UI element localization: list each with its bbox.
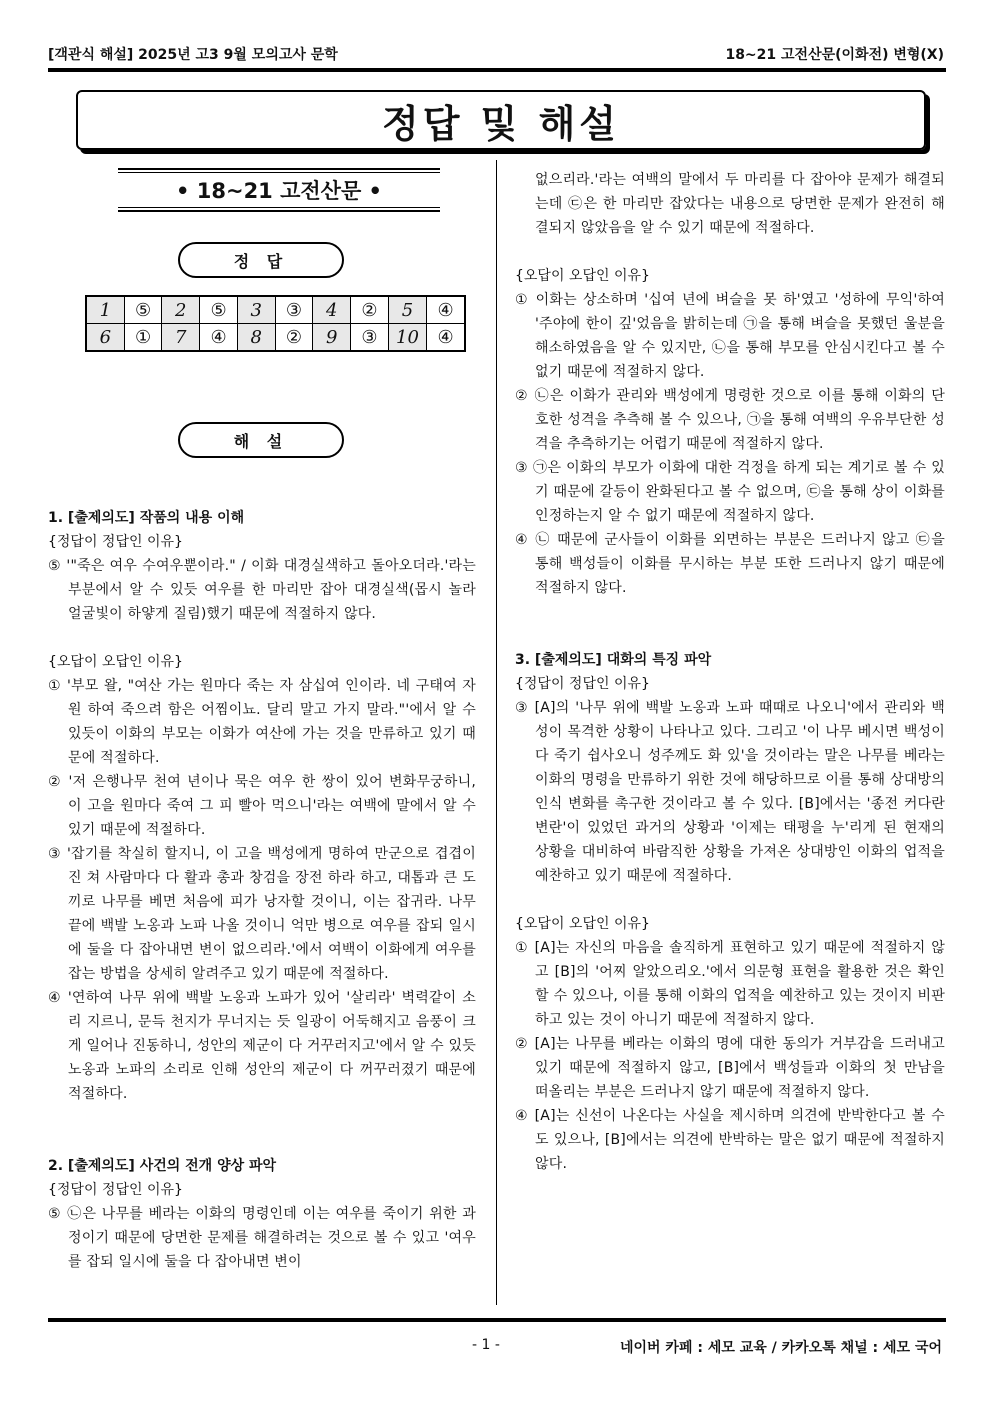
explanation-text: ② [A]는 나무를 베라는 이화의 명에 대한 동의가 거부감을 드러내고 있기 때문에 적절하지 않고, [B]에서 백성들과 이화의 첫 만남을 떠올리는 부분은 드러나지 않기 때문에 적절하지 않다. (515, 1036, 945, 1100)
spacer (48, 1130, 476, 1154)
answer-choice: ④ (427, 296, 465, 324)
explanation-text: ⑤ '"죽은 여우 수여우뿐이라." / 이화 대경실색하고 돌아오더라.'라는 부분에서 알 수 있듯 여우를 한 마리만 잡아 대경실색(몹시 놀라 얼굴빛이 하얗게 질림)했기 때문에 적절하지 않다. (48, 558, 476, 622)
spacer (515, 600, 945, 624)
explanation-text: {오답이 오답인 이유} (48, 654, 183, 670)
spacer (48, 1106, 476, 1130)
answer-table (85, 295, 466, 352)
explanation-text: {오답이 오답인 이유} (515, 268, 650, 284)
question-number: 3 (237, 296, 275, 324)
answer-choice: ③ (275, 296, 313, 324)
footer-rule (48, 1318, 946, 1322)
explanation-text: ② ㉡은 이화가 관리와 백성에게 명령한 것으로 이를 통해 이화의 단호한 성격을 추측해 볼 수 있으나, ㉠을 통해 여백의 우유부단한 성격을 추측하기는 어렵기 때문에 적절하지 않다. (515, 388, 945, 452)
spacer (515, 624, 945, 648)
right-column (515, 168, 945, 1176)
answer-choice: ② (351, 296, 389, 324)
header-rule (48, 68, 946, 72)
header-left: [객관식 해설] 2025년 고3 9월 모의고사 문학 (48, 47, 338, 63)
question-number: 4 (313, 296, 351, 324)
explanation-text: ③ [A]의 '나무 위에 백발 노옹과 노파 때때로 나오니'에서 관리와 백성이 목격한 상황이 나타나고 있다. 그리고 '이 나무 베시면 백성이 다 죽기 쉽사오니 성주께도 화 있'을 것이라는 말은 나무를 베라는 이화의 명령을 만류하기 위한 것에 해당하므로 이를 통해 상대방의 인식 변화를 촉구한 것이라고 볼 수 있다. [B]에서는 '종전 커다란 변란'이 있었던 과거의 상황과 '이제는 태평을 누'리게 된 현재의 상황을 대비하여 바람직한 상황을 가져온 상대방인 이화의 업적을 예찬하고 있기 때문에 적절하다. (515, 700, 945, 884)
answer-choice: ④ (200, 324, 238, 352)
explanation-text: {정답이 정답인 이유} (48, 534, 183, 550)
question-number: 9 (313, 324, 351, 352)
explanation-text: {정답이 정답인 이유} (48, 1182, 183, 1198)
explain-label: 해 설 (178, 422, 344, 458)
question-number: 7 (162, 324, 200, 352)
spacer (515, 888, 945, 912)
explanation-text: ③ '잡기를 착실히 할지니, 이 고을 백성에게 명하여 만군으로 겹겹이 진 쳐 사람마다 다 활과 총과 창검을 장전 하라 하고, 대톱과 큰 도끼로 나무를 베면 처음에 피가 낭자할 것이니, 이는 잡귀라. 나무 끝에 백발 노옹과 노파 나올 것이니 억만 병으로 여우를 잡되 일시에 둘을 다 잡아내면 변이 없으리라.'에서 여백이 이화에게 여우를 잡는 방법을 상세히 알려주고 있기 때문에 적절하다. (48, 846, 476, 982)
question-heading: 2. [출제의도] 사건의 전개 양상 파악 (48, 1158, 277, 1174)
answer-choice: ④ (427, 324, 465, 352)
explanation-text: ① [A]는 자신의 마음을 솔직하게 표현하고 있기 때문에 적절하지 않고 [B]의 '어찌 알았으리오.'에서 의문형 표현을 활용한 것은 확인할 수 있으나, 이를 통해 이화의 업적을 예찬하고 있는 것이지 비판하고 있는 것이 아니기 때문에 적절하지 않다. (515, 940, 945, 1028)
question-number: 10 (388, 324, 426, 352)
section-title: • 18~21 고전산문 • (118, 168, 440, 212)
question-number: 6 (86, 324, 124, 352)
explanation-text: ③ ㉠은 이화의 부모가 이화에 대한 걱정을 하게 되는 계기로 볼 수 있기 때문에 갈등이 완화된다고 볼 수 없으며, ㉢을 통해 상이 이화를 인정하는지 알 수 없기 때문에 적절하지 않다. (515, 460, 945, 524)
answer-choice: ⑤ (200, 296, 238, 324)
title-box (76, 90, 926, 150)
answer-choice: ③ (351, 324, 389, 352)
explanation-text: ④ '연하여 나무 위에 백발 노옹과 노파가 있어 '살리라' 벽력같이 소리 지르니, 문득 천지가 무너지는 듯 일광이 어둑해지고 음풍이 크게 일어나 진동하니, 성안의 제군이 다 거꾸러지고'에서 알 수 있듯 노옹과 노파의 소리로 인해 성안의 제군이 다 꺼꾸러졌기 때문에 적절하다. (48, 990, 476, 1102)
explanation-text: ② '저 은행나무 천여 년이나 묵은 여우 한 쌍이 있어 변화무궁하니, 이 고을 원마다 죽여 그 피 빨아 먹으니'라는 여백에 말에서 알 수 있기 때문에 적절하다. (48, 774, 476, 838)
answers-label: 정 답 (178, 242, 344, 278)
header-right: 18~21 고전산문(이화전) 변형(X) (725, 47, 944, 63)
answer-choice: ① (124, 324, 162, 352)
spacer (515, 240, 945, 264)
question-heading: 3. [출제의도] 대화의 특징 파악 (515, 652, 712, 668)
answer-row (86, 296, 465, 324)
page-title: 정답 및 해설 (382, 101, 620, 146)
explanation-text: ④ [A]는 신선이 나온다는 사실을 제시하며 의견에 반박한다고 볼 수도 있으나, [B]에서는 의견에 반박하는 말은 없기 때문에 적절하지 않다. (515, 1108, 945, 1172)
question-number: 5 (388, 296, 426, 324)
explanation-text: ④ ㉡ 때문에 군사들이 이화를 외면하는 부분은 드러나지 않고 ㉢을 통해 백성들이 이화를 무시하는 부분 또한 드러나지 않기 때문에 적절하지 않다. (515, 532, 945, 596)
explanation-text: {오답이 오답인 이유} (515, 916, 650, 932)
explanation-text: {정답이 정답인 이유} (515, 676, 650, 692)
answer-row (86, 324, 465, 352)
question-heading: 1. [출제의도] 작품의 내용 이해 (48, 510, 245, 526)
answer-choice: ② (275, 324, 313, 352)
footer-channel: 네이버 카페 : 세모 교육 / 카카오톡 채널 : 세모 국어 (619, 1340, 942, 1356)
explanation-text: ① 이화는 상소하며 '십여 년에 벼슬을 못 하'였고 '성하에 무익'하여 '주야에 한이 깊'었음을 밝히는데 ㉠을 통해 벼슬을 못했던 울분을 해소하였음을 알 수 있지만, ㉡을 통해 부모를 안심시킨다고 볼 수 없기 때문에 적절하지 않다. (515, 292, 945, 380)
question-number: 2 (162, 296, 200, 324)
question-number: 1 (86, 296, 124, 324)
spacer (48, 626, 476, 650)
explanation-text: ⑤ ㉡은 나무를 베라는 이화의 명령인데 이는 여우를 죽이기 위한 과정이기 때문에 당면한 문제를 해결하려는 것으로 볼 수 있고 '여우를 잡되 일시에 둘을 다 잡아내면 변이 (48, 1206, 476, 1270)
answer-choice: ⑤ (124, 296, 162, 324)
page-number: - 1 - (472, 1337, 500, 1353)
left-column (48, 506, 476, 1274)
explanation-text: ① '부모 왈, "여산 가는 원마다 죽는 자 삼십여 인이라. 네 구태여 자원 하여 죽으려 함은 어찜이뇨. 달리 말고 가지 말라."'에서 알 수 있듯이 이화의 부모는 이화가 여산에 가는 것을 만류하고 있기 때문에 적절하다. (48, 678, 476, 766)
explanation-text: 없으리라.'라는 여백의 말에서 두 마리를 다 잡아야 문제가 해결되는데 ㉢은 한 마리만 잡았다는 내용으로 당면한 문제가 완전히 해결되지 않았음을 알 수 있기 때문에 적절하다. (535, 172, 945, 236)
column-divider (496, 160, 497, 1305)
question-number: 8 (237, 324, 275, 352)
